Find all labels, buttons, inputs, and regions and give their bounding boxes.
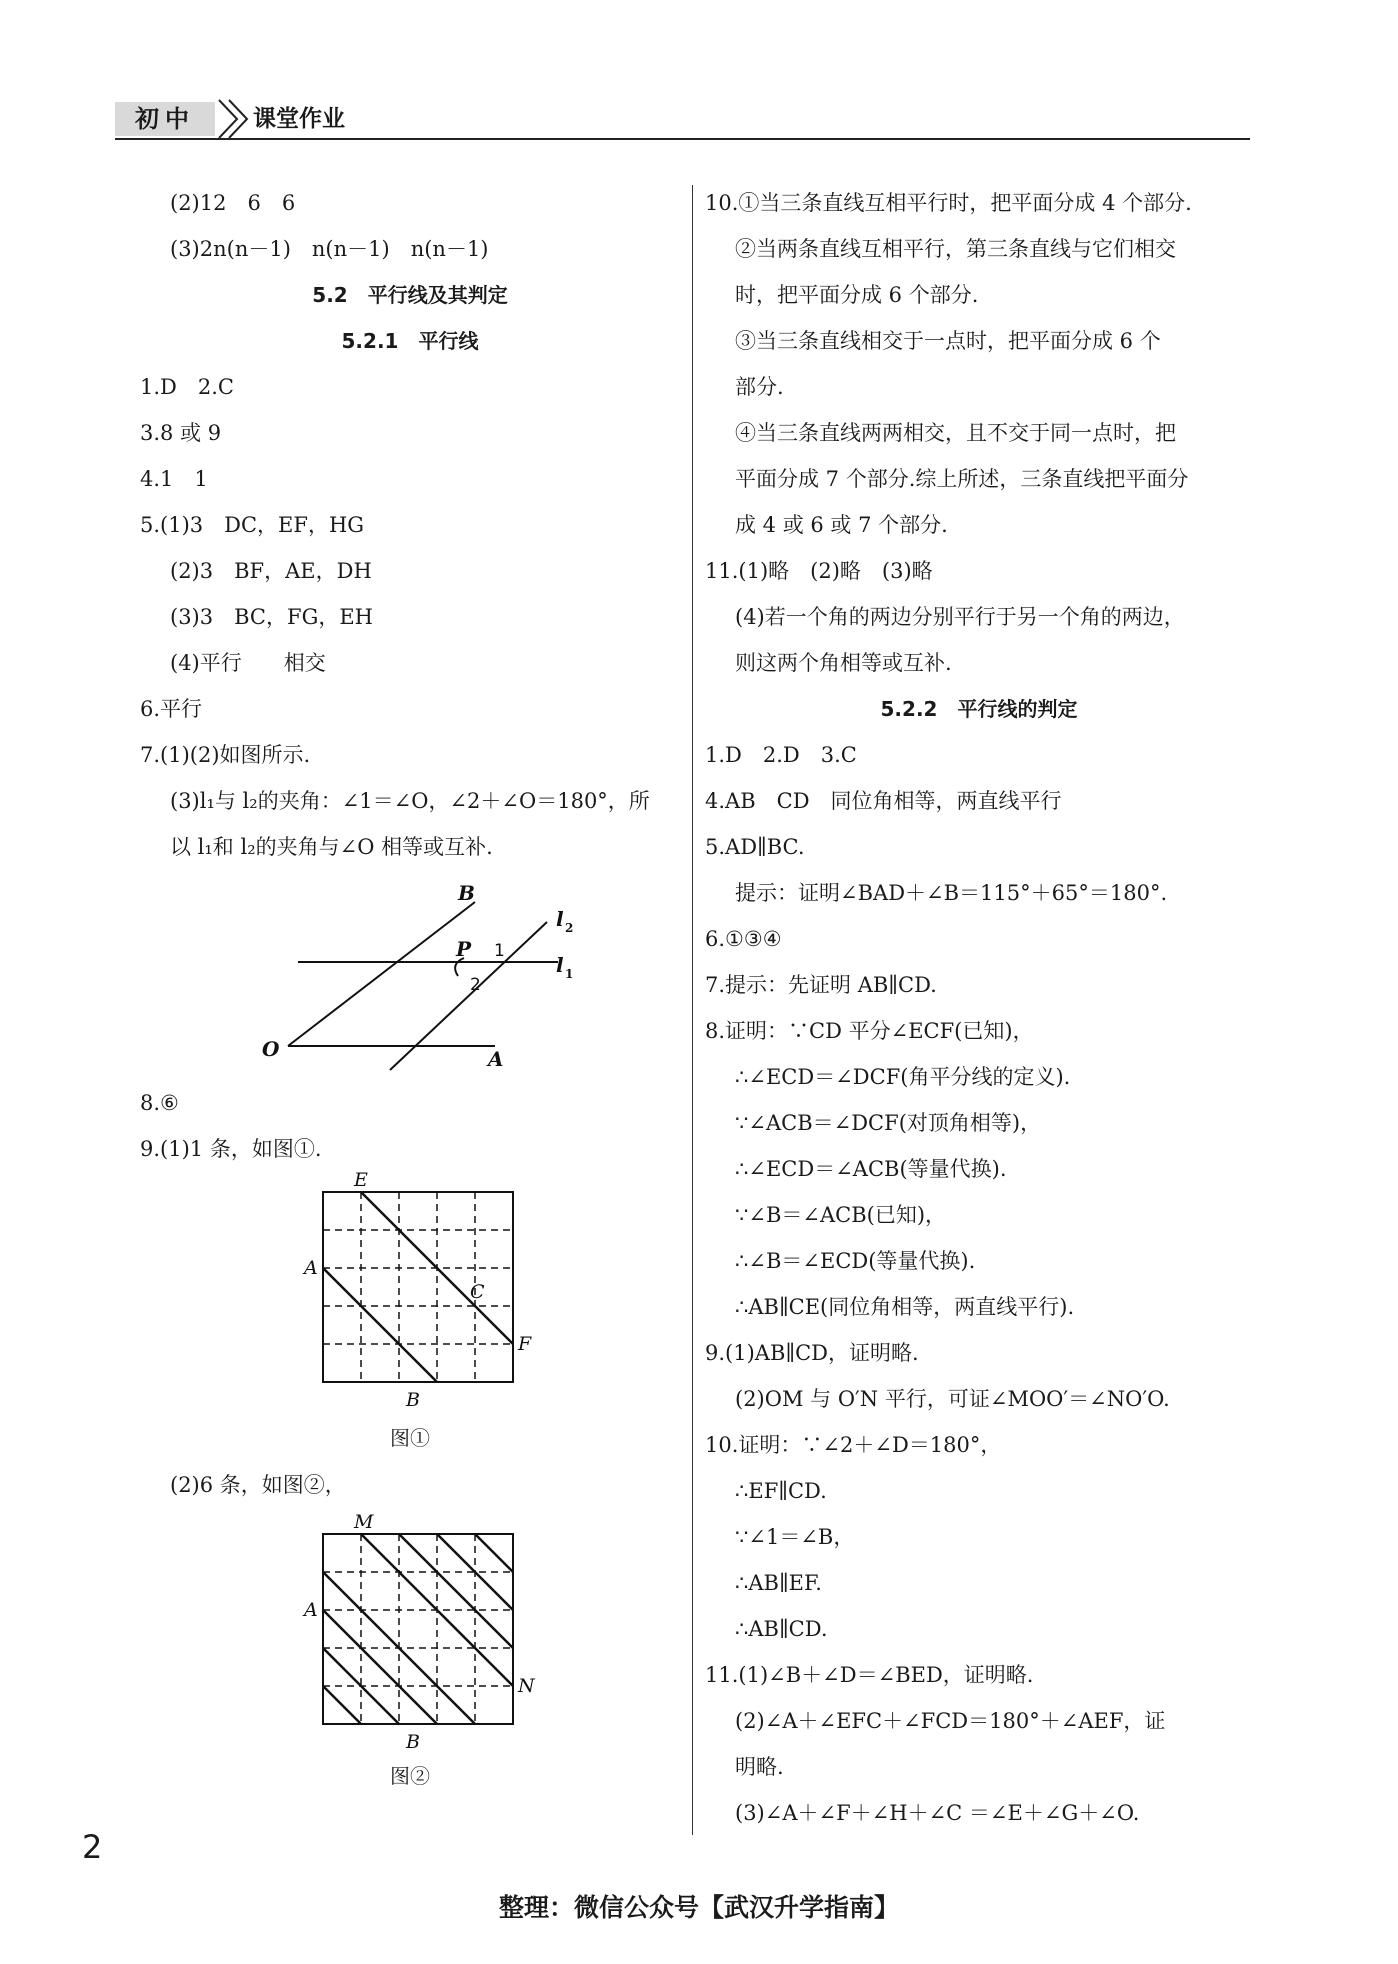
label-l2: l (556, 907, 564, 931)
answer-line: 则这两个角相等或互补. (735, 651, 952, 675)
grid-figure-2-svg (140, 1508, 680, 1758)
answer-line: ②当两条直线互相平行，第三条直线与它们相交 (735, 237, 1176, 261)
answer-line: (2)12 6 6 (170, 191, 296, 215)
label-l1: l (556, 953, 564, 977)
label-l2-sub: 2 (565, 921, 574, 935)
figure-caption: 图① (390, 1426, 430, 1450)
angle-figure-svg (140, 870, 680, 1080)
section-heading: 5.2 平行线及其判定 (312, 283, 508, 307)
answer-line: 4.AB CD 同位角相等，两直线平行 (705, 789, 1062, 813)
answer-line: 9.(1)AB∥CD，证明略. (705, 1341, 919, 1365)
answer-line: (2)3 BF，AE，DH (170, 559, 372, 583)
section-title: 课堂作业 (253, 106, 345, 132)
answer-line: ∴∠B＝∠ECD(等量代换). (735, 1249, 976, 1273)
answer-line: 6.平行 (140, 697, 203, 721)
answer-line: 1.D 2.D 3.C (705, 743, 857, 767)
answer-line: (3)2n(n－1) n(n－1) n(n－1) (170, 237, 489, 261)
label-l1-sub: 1 (565, 967, 574, 981)
answer-line: 4.1 1 (140, 467, 208, 491)
answer-line: 明略. (735, 1755, 784, 1779)
subsection-heading: 5.2.2 平行线的判定 (880, 697, 1078, 721)
label-m: M (354, 1511, 374, 1533)
answer-line: 11.(1)∠B＋∠D＝∠BED，证明略. (705, 1663, 1034, 1687)
answer-line: (4)若一个角的两边分别平行于另一个角的两边， (735, 605, 1185, 629)
grid-figure-1 (140, 1172, 680, 1462)
label-angle-1: 1 (494, 941, 505, 961)
answer-line: ∴∠ECD＝∠DCF(角平分线的定义). (735, 1065, 1071, 1089)
header-rule (115, 138, 1250, 140)
answer-line: (2)6 条，如图②， (170, 1473, 346, 1497)
answer-line: 1.D 2.C (140, 375, 234, 399)
angle-figure (140, 870, 680, 1080)
answer-line: 10.证明：∵∠2＋∠D＝180°， (705, 1433, 1002, 1457)
answer-line: 8.⑥ (140, 1091, 179, 1115)
label-b: B (406, 1389, 420, 1411)
left-column (140, 180, 680, 1798)
answer-line: ∴AB∥CE(同位角相等，两直线平行). (735, 1295, 1075, 1319)
level-badge: 初中 (115, 102, 215, 136)
page-header (115, 98, 1250, 140)
label-o: O (262, 1037, 280, 1061)
footer-credit: 整理：微信公众号【武汉升学指南】 (498, 1893, 899, 1922)
answer-line: ∵∠1＝∠B， (735, 1525, 855, 1549)
subsection-heading: 5.2.1 平行线 (341, 329, 479, 353)
answer-line: 5.AD∥BC. (705, 835, 805, 859)
answer-line: (3)∠A＋∠F＋∠H＋∠C ＝∠E＋∠G＋∠O. (735, 1801, 1140, 1825)
answer-line: (4)平行 相交 (170, 651, 326, 675)
answer-line: ③当三条直线相交于一点时，把平面分成 6 个 (735, 329, 1161, 353)
answer-line: ∴AB∥CD. (735, 1617, 828, 1641)
answer-line: 7.(1)(2)如图所示. (140, 743, 311, 767)
label-p: P (456, 937, 472, 961)
answer-line: ∴EF∥CD. (735, 1479, 827, 1503)
page-number: 2 (82, 1828, 103, 1866)
answer-line: 时，把平面分成 6 个部分. (735, 283, 979, 307)
answer-line: (2)∠A＋∠EFC＋∠FCD＝180°＋∠AEF，证 (735, 1709, 1166, 1733)
answer-line: 平面分成 7 个部分.综上所述，三条直线把平面分 (735, 467, 1189, 491)
label-e: E (354, 1172, 368, 1191)
answer-line: ∵∠B＝∠ACB(已知)， (735, 1203, 947, 1227)
label-a: A (304, 1257, 318, 1279)
label-angle-2: 2 (470, 975, 481, 995)
label-b: B (458, 881, 475, 905)
chevron-icon (215, 98, 255, 140)
answer-line: 提示：证明∠BAD＋∠B＝115°＋65°＝180°. (735, 881, 1168, 905)
right-column (705, 180, 1253, 1836)
answer-line: 9.(1)1 条，如图①. (140, 1137, 322, 1161)
label-a: A (304, 1599, 318, 1621)
label-a: A (488, 1047, 504, 1071)
answer-line: (3)l₁与 l₂的夹角：∠1＝∠O，∠2＋∠O＝180°，所 (170, 789, 650, 813)
answer-line: 成 4 或 6 或 7 个部分. (735, 513, 948, 537)
answer-line: ④当三条直线两两相交，且不交于同一点时，把 (735, 421, 1176, 445)
answer-line: 8.证明：∵CD 平分∠ECF(已知)， (705, 1019, 1034, 1043)
label-c: C (470, 1281, 485, 1303)
label-f: F (518, 1333, 532, 1355)
answer-line: ∵∠ACB＝∠DCF(对顶角相等)， (735, 1111, 1042, 1135)
grid-figure-2 (140, 1508, 680, 1798)
answer-line: 6.①③④ (705, 927, 782, 951)
answer-line: 7.提示：先证明 AB∥CD. (705, 973, 937, 997)
answer-line: 3.8 或 9 (140, 421, 222, 445)
label-b: B (406, 1731, 420, 1753)
answer-line: 10.①当三条直线互相平行时，把平面分成 4 个部分. (705, 191, 1192, 215)
answer-line: 5.(1)3 DC，EF，HG (140, 513, 365, 537)
answer-line: (2)OM 与 O′N 平行，可证∠MOO′＝∠NO′O. (735, 1387, 1170, 1411)
label-n: N (518, 1675, 535, 1697)
answer-line: (3)3 BC，FG，EH (170, 605, 373, 629)
column-divider (692, 185, 693, 1835)
answer-line: ∴AB∥EF. (735, 1571, 822, 1595)
answer-line: 部分. (735, 375, 784, 399)
answer-line: 以 l₁和 l₂的夹角与∠O 相等或互补. (170, 835, 493, 859)
answer-line: ∴∠ECD＝∠ACB(等量代换). (735, 1157, 1007, 1181)
answer-line: 11.(1)略 (2)略 (3)略 (705, 559, 933, 583)
grid-figure-1-svg (140, 1172, 680, 1422)
figure-caption: 图② (390, 1764, 430, 1788)
